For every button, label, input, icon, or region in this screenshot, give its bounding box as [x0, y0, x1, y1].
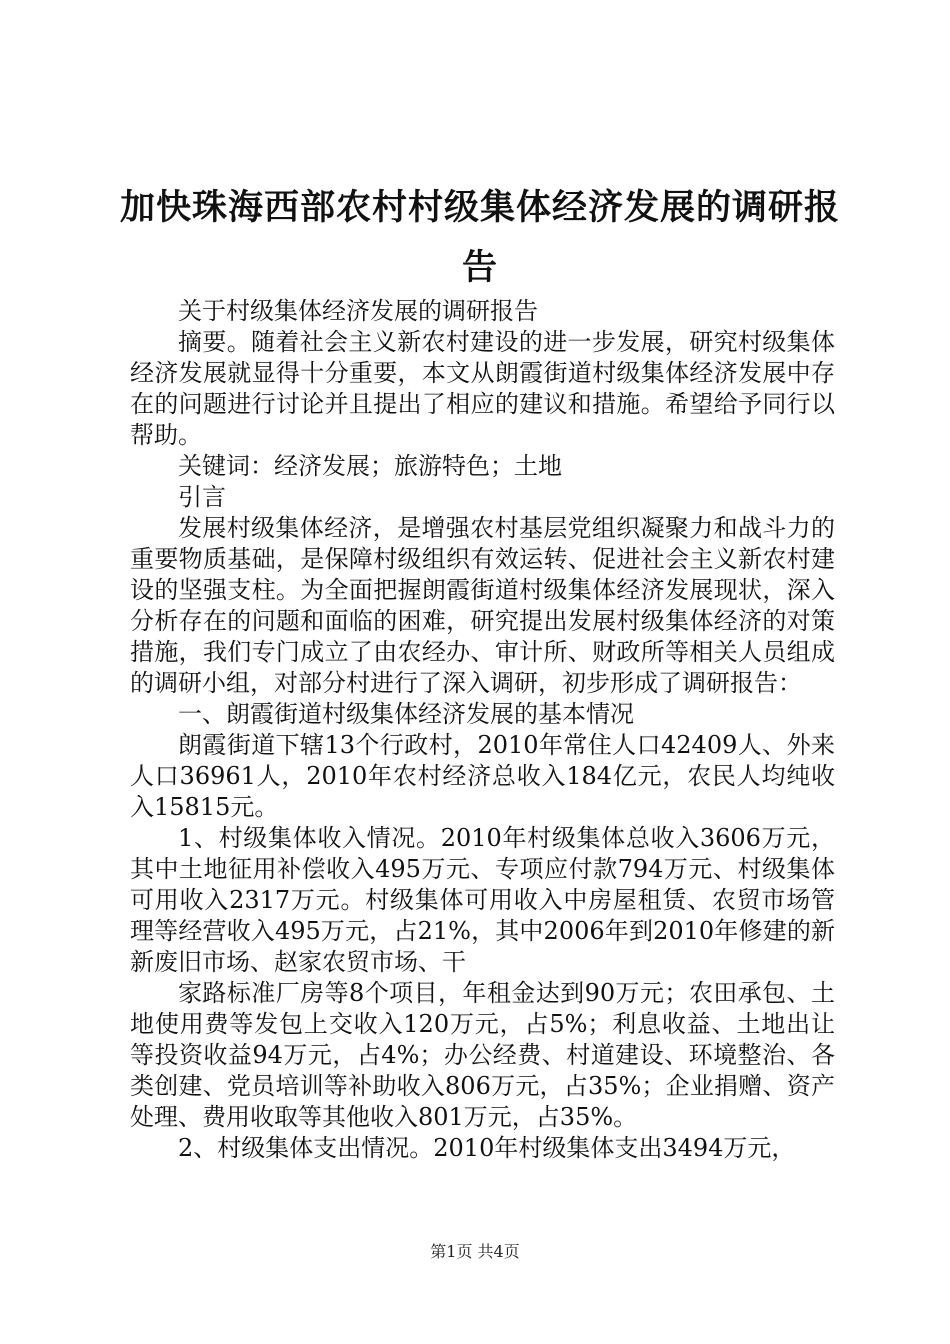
income-paragraph: 1、村级集体收入情况。2010年村级集体总收入3606万元，其中土地征用补偿收入495万元、专项应付款794万元、村级集体可用收入2317万元。村级集体可用收入中房屋租赁、农贸市场管理等经营收入495万元，占21%，其中2006年到2010年修建的新新废旧市场、赵家农贸市场、干 — [130, 824, 835, 976]
section-heading: 一、朗霞街道村级集体经济发展的基本情况 — [178, 700, 634, 728]
intro-heading: 引言 — [178, 483, 226, 511]
population-paragraph: 朗霞街道下辖13个行政村，2010年常住人口42409人、外来人口36961人，2010年农村经济总收入184亿元，农民人均纯收入15815元。 — [130, 731, 835, 821]
abstract-paragraph: 摘要。随着社会主义新农村建设的进一步发展，研究村级集体经济发展就显得十分重要，本文从朗霞街道村级集体经济发展中存在的问题进行讨论并且提出了相应的建议和措施。希望给予同行以帮助。 — [130, 328, 835, 449]
document-body — [130, 296, 835, 1164]
document-title: 加快珠海西部农村村级集体经济发展的调研报告 — [120, 188, 841, 288]
intro-paragraph: 发展村级集体经济，是增强农村基层党组织凝聚力和战斗力的重要物质基础，是保障村级组织有效运转、促进社会主义新农村建设的坚强支柱。为全面把握朗霞街道村级集体经济发展现状，深入分析存在的问题和面临的困难，研究提出发展村级集体经济的对策措施，我们专门成立了由农经办、审计所、财政所等相关人员组成的调研小组，对部分村进行了深入调研，初步形成了调研报告： — [130, 514, 835, 697]
subtitle-paragraph: 关于村级集体经济发展的调研报告 — [178, 297, 538, 325]
keywords-paragraph: 关键词：经济发展；旅游特色；土地 — [178, 452, 562, 480]
income-continued-paragraph: 家路标准厂房等8个项目，年租金达到90万元；农田承包、土地使用费等发包上交收入120万元，占5%；利息收益、土地出让等投资收益94万元，占4%；办公经费、村道建设、环境整治、各类创建、党员培训等补助收入806万元，占35%；企业捐赠、资产处理、费用收取等其他收入801万元，占35%。 — [130, 979, 835, 1131]
page-footer: 第1页 共4页 — [430, 1242, 520, 1261]
expense-paragraph: 2、村级集体支出情况。2010年村级集体支出3494万元， — [178, 1134, 796, 1162]
